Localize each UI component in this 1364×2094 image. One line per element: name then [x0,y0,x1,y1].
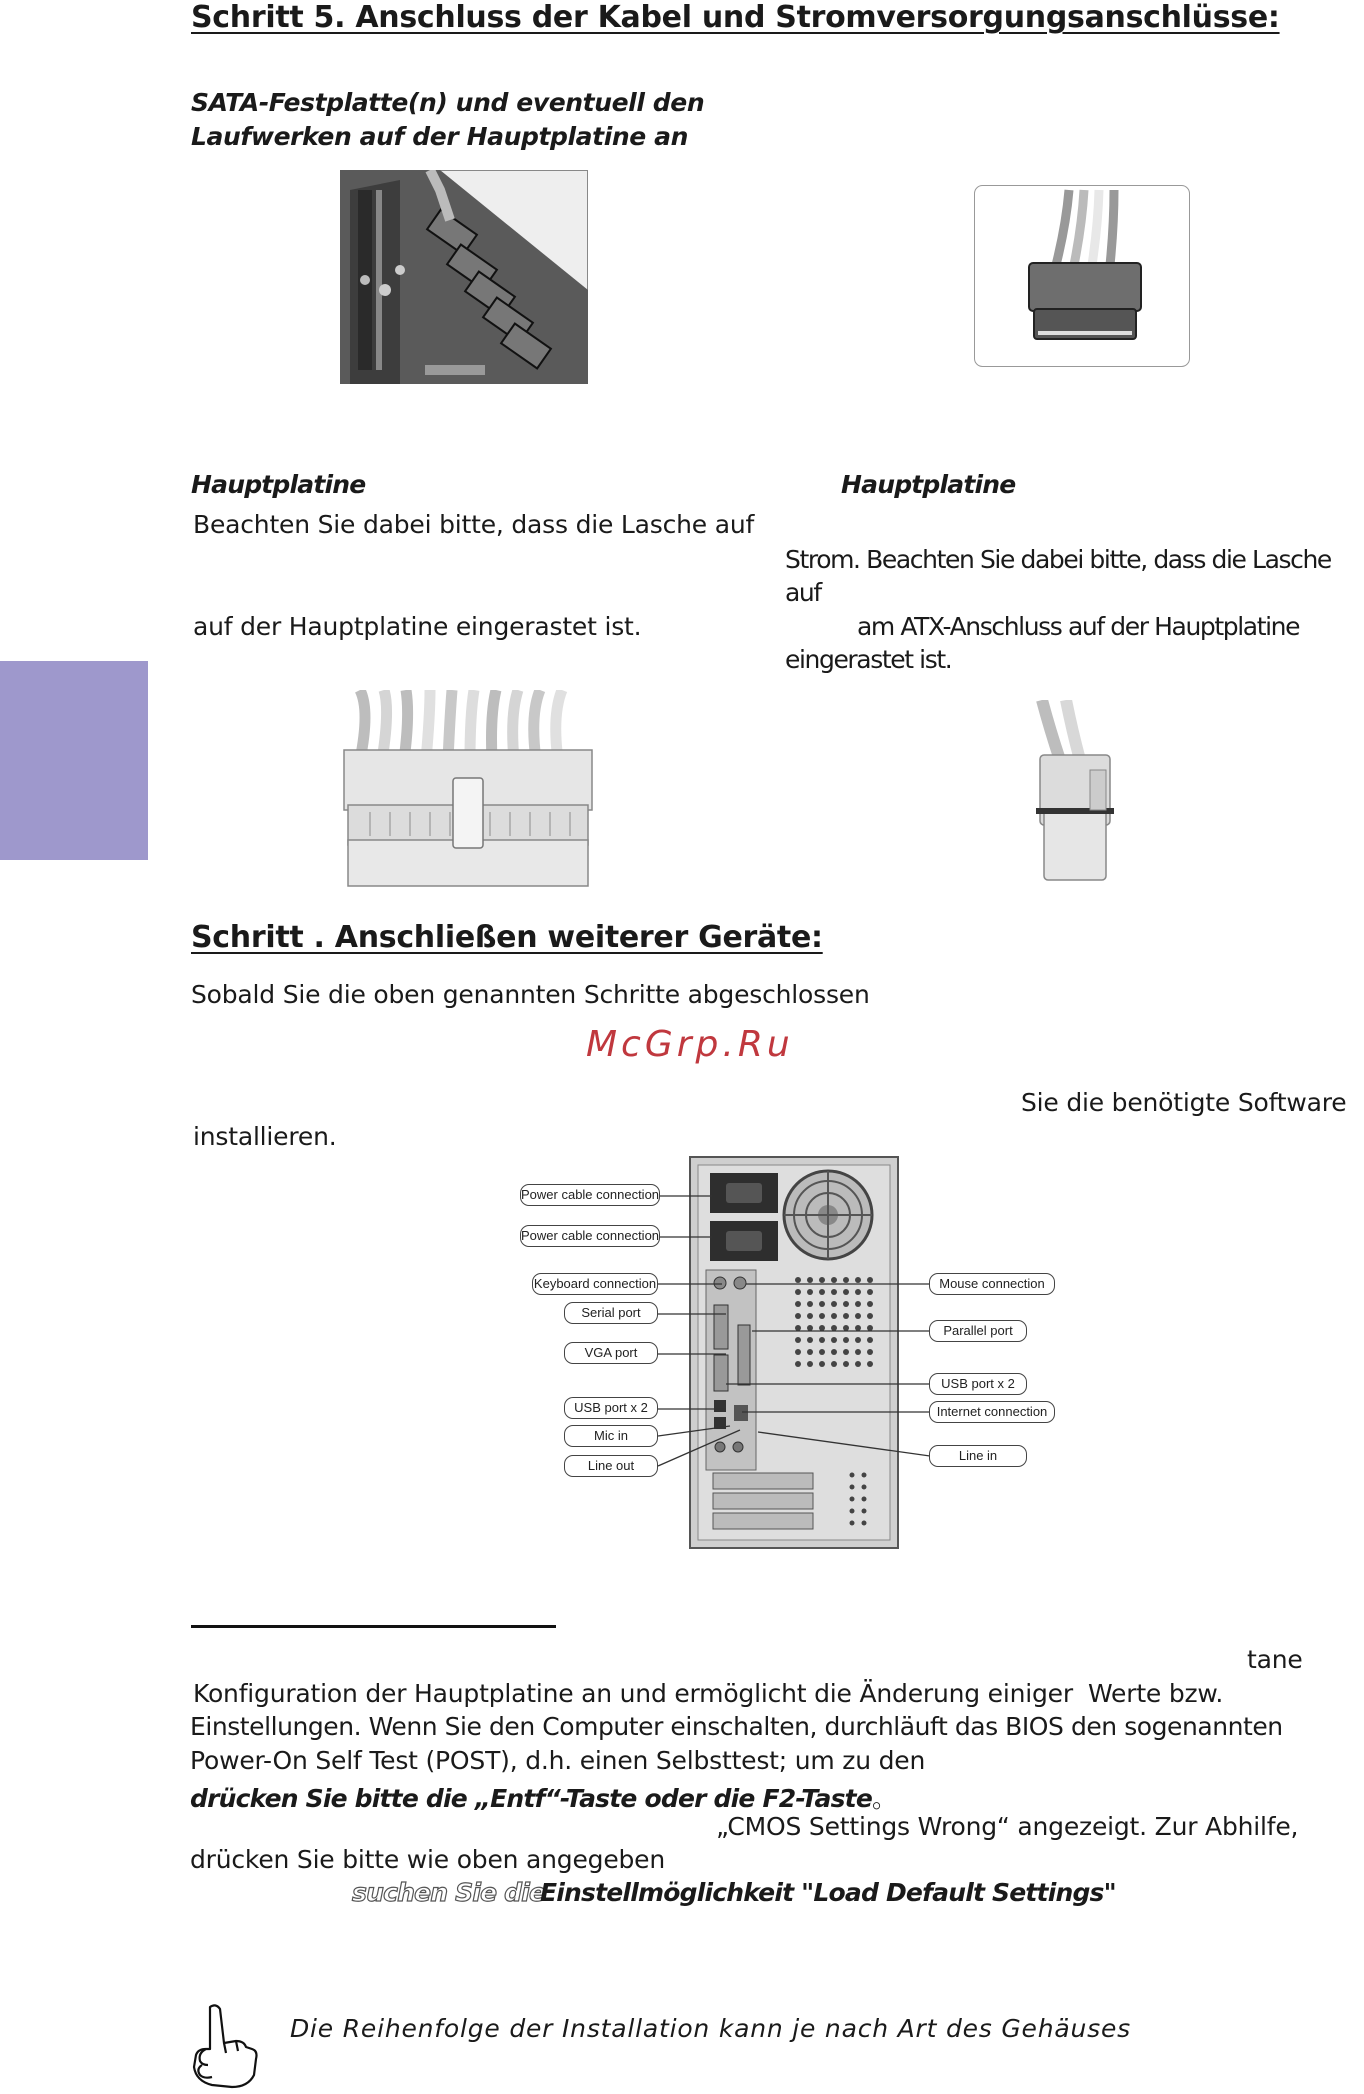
label-keyboard-connection: Keyboard connection [532,1273,658,1295]
right-line-3: am ATX-Anschluss auf der Hauptplatine [857,612,1300,641]
label-power-cable-2: Power cable connection [520,1225,660,1247]
bios-line-4: Power-On Self Test (POST), d.h. einen Selbsttest; um zu den [190,1746,926,1775]
sata-motherboard-illustration [340,170,588,384]
bios-line-6: „CMOS Settings Wrong“ angezeigt. Zur Abhilfe, [716,1812,1299,1841]
bios-key-instruction: drücken Sie bitte die „Entf“-Taste oder die F2-Taste [190,1784,872,1813]
side-tab-marker [0,661,148,860]
bios-line-3: Einstellungen. Wenn Sie den Computer einschalten, durchläuft das BIOS den sogenannten [190,1712,1283,1741]
note-text: Die Reihenfolge der Installation kann je nach Art des Gehäuses [290,2014,1131,2043]
bios-line-5 [190,1779,896,1815]
right-heading: Hauptplatine [841,470,1016,499]
label-internet-connection: Internet connection [929,1401,1055,1423]
label-mouse-connection: Mouse connection [929,1273,1055,1295]
bios-line-7: drücken Sie bitte wie oben angegeben [190,1845,666,1874]
watermark-text: McGrp.Ru [586,1024,794,1065]
right-line-2: auf [785,578,821,607]
label-serial-port: Serial port [564,1302,658,1324]
sata-line-2: Laufwerken auf der Hauptplatine an [191,122,688,151]
right-line-1: Strom. Beachten Sie dabei bitte, dass die Lasche [785,545,1331,574]
left-paragraph-2: auf der Hauptplatine eingerastet ist. [193,612,642,641]
label-line-out: Line out [564,1455,658,1477]
right-line-4: eingerastet ist. [785,645,952,674]
label-usb-port-left: USB port x 2 [564,1397,658,1419]
label-power-cable-1: Power cable connection [520,1184,660,1206]
label-vga-port: VGA port [564,1342,658,1364]
label-usb-port-right: USB port x 2 [929,1373,1027,1395]
diagram-leader-lines [650,1190,930,1480]
sata-power-connector-illustration [974,185,1190,367]
label-line-in: Line in [929,1445,1027,1467]
bios-line-8a: suchen Sie die [352,1878,546,1907]
bios-key-instruction-end: 。 [871,1784,897,1813]
bios-line-2b: Werte bzw. [1088,1679,1224,1708]
atx-connector-illustration [340,690,596,890]
step6-paragraph-3: installieren. [193,1122,337,1151]
step5-title: Schritt 5. Anschluss der Kabel und Stromversorgungsanschlüsse: [191,0,1280,35]
atx-4pin-connector-illustration [1030,700,1120,885]
step6-paragraph-2: Sie die benötigte Software [1021,1088,1347,1117]
bios-line-8b: Einstellmöglichkeit "Load Default Settings" [540,1878,1116,1907]
step6-paragraph-1: Sobald Sie die oben genannten Schritte abgeschlossen [191,980,870,1009]
label-parallel-port: Parallel port [929,1320,1027,1342]
bios-line-1: tane [1247,1645,1303,1674]
section-divider [191,1625,556,1628]
step6-title: Schritt . Anschließen weiterer Geräte: [191,920,823,955]
bios-line-2a: Konfiguration der Hauptplatine an und ermöglicht die Änderung einiger [193,1679,1073,1708]
left-paragraph-1: Beachten Sie dabei bitte, dass die Lasche auf [193,510,755,539]
pointing-hand-icon [188,2003,262,2089]
sata-line-1: SATA-Festplatte(n) und eventuell den [191,88,705,117]
left-heading: Hauptplatine [191,470,366,499]
label-mic-in: Mic in [564,1425,658,1447]
